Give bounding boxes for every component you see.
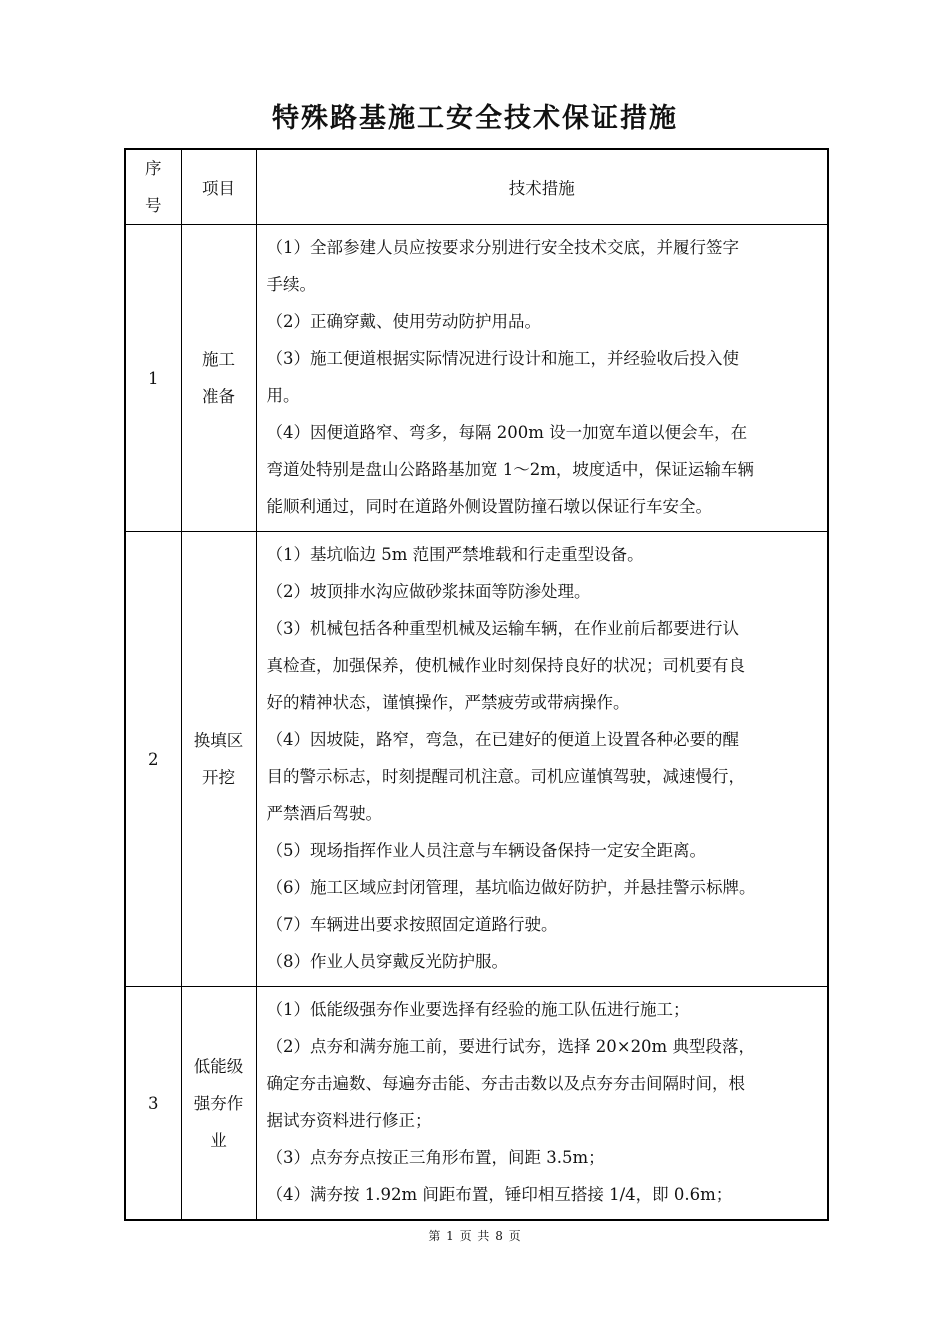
measure-line: 确定夯击遍数、每遍夯击能、夯击击数以及点夯夯击间隔时间，根 [266, 1074, 745, 1093]
measure-line: 能顺利通过，同时在道路外侧设置防撞石墩以保证行车安全。 [266, 497, 712, 516]
table-header-row [125, 149, 828, 225]
table-row [125, 225, 828, 532]
table-row [125, 532, 828, 987]
row-item-line: 强夯作 [193, 1093, 244, 1113]
document-title: 特殊路基施工安全技术保证措施 [272, 103, 678, 134]
measure-line: （2）坡顶排水沟应做砂浆抹面等防渗处理。 [266, 582, 591, 601]
measure-line: （4）满夯按 1.92m 间距布置，锤印相互搭接 1/4，即 0.6m； [266, 1185, 733, 1204]
header-item: 项目 [181, 149, 256, 225]
row-item-line: 换填区 [193, 731, 244, 750]
row-item [181, 225, 256, 532]
row-item-line: 低能级 [193, 1056, 244, 1076]
measure-line: （4）因坡陡，路窄，弯急，在已建好的便道上设置各种必要的醒 [266, 730, 739, 749]
page-footer: 第 1 页 共 8 页 [428, 1229, 522, 1243]
safety-measures-table [124, 148, 829, 1221]
row-seq: 2 [125, 532, 181, 987]
table-row [125, 987, 828, 1221]
row-measures [256, 532, 828, 987]
header-seq-line1: 序 [145, 159, 162, 178]
row-item-line: 施工 [202, 350, 235, 369]
measure-line: （8）作业人员穿戴反光防护服。 [266, 952, 508, 971]
header-measures: 技术措施 [256, 149, 828, 225]
row-item-line: 准备 [202, 387, 235, 406]
measure-line: （4）因便道路窄、弯多，每隔 200m 设一加宽车道以便会车，在 [266, 423, 748, 442]
row-measures [256, 987, 828, 1221]
measure-line: （3）施工便道根据实际情况进行设计和施工，并经验收后投入使 [266, 349, 739, 368]
measure-line: 手续。 [266, 275, 316, 294]
row-seq: 1 [125, 225, 181, 532]
measure-line: 真检查，加强保养，使机械作业时刻保持良好的状况；司机要有良 [266, 656, 745, 675]
measure-line: （7）车辆进出要求按照固定道路行驶。 [266, 915, 558, 934]
row-item [181, 987, 256, 1221]
row-item [181, 532, 256, 987]
measure-line: （1）基坑临边 5m 范围严禁堆载和行走重型设备。 [266, 545, 644, 564]
measure-line: 弯道处特别是盘山公路路基加宽 1～2m，坡度适中，保证运输车辆 [266, 460, 754, 479]
measure-line: （1）低能级强夯作业要选择有经验的施工队伍进行施工； [266, 1000, 690, 1019]
measure-line: 目的警示标志，时刻提醒司机注意。司机应谨慎驾驶，减速慢行， [266, 767, 745, 786]
header-seq [125, 149, 181, 225]
measure-line: （6）施工区域应封闭管理，基坑临边做好防护，并悬挂警示标牌。 [266, 878, 756, 897]
measure-line: （3）点夯夯点按正三角形布置，间距 3.5m； [266, 1148, 605, 1167]
row-seq: 3 [125, 987, 181, 1221]
measure-line: 据试夯资料进行修正； [266, 1111, 432, 1130]
measure-line: 严禁酒后驾驶。 [266, 804, 382, 823]
row-item-line: 开挖 [202, 768, 235, 787]
measure-line: （3）机械包括各种重型机械及运输车辆，在作业前后都要进行认 [266, 619, 739, 638]
measure-line: 用。 [266, 386, 300, 405]
measure-line: 好的精神状态，谨慎操作，严禁疲劳或带病操作。 [266, 693, 630, 712]
header-seq-line2: 号 [145, 196, 162, 215]
row-measures [256, 225, 828, 532]
measure-line: （2）点夯和满夯施工前，要进行试夯，选择 20×20m 典型段落， [266, 1037, 755, 1056]
measure-line: （5）现场指挥作业人员注意与车辆设备保持一定安全距离。 [266, 841, 706, 860]
measure-line: （2）正确穿戴、使用劳动防护用品。 [266, 312, 541, 331]
measure-line: （1）全部参建人员应按要求分别进行安全技术交底，并履行签字 [266, 238, 739, 257]
row-item-line: 业 [210, 1130, 227, 1150]
